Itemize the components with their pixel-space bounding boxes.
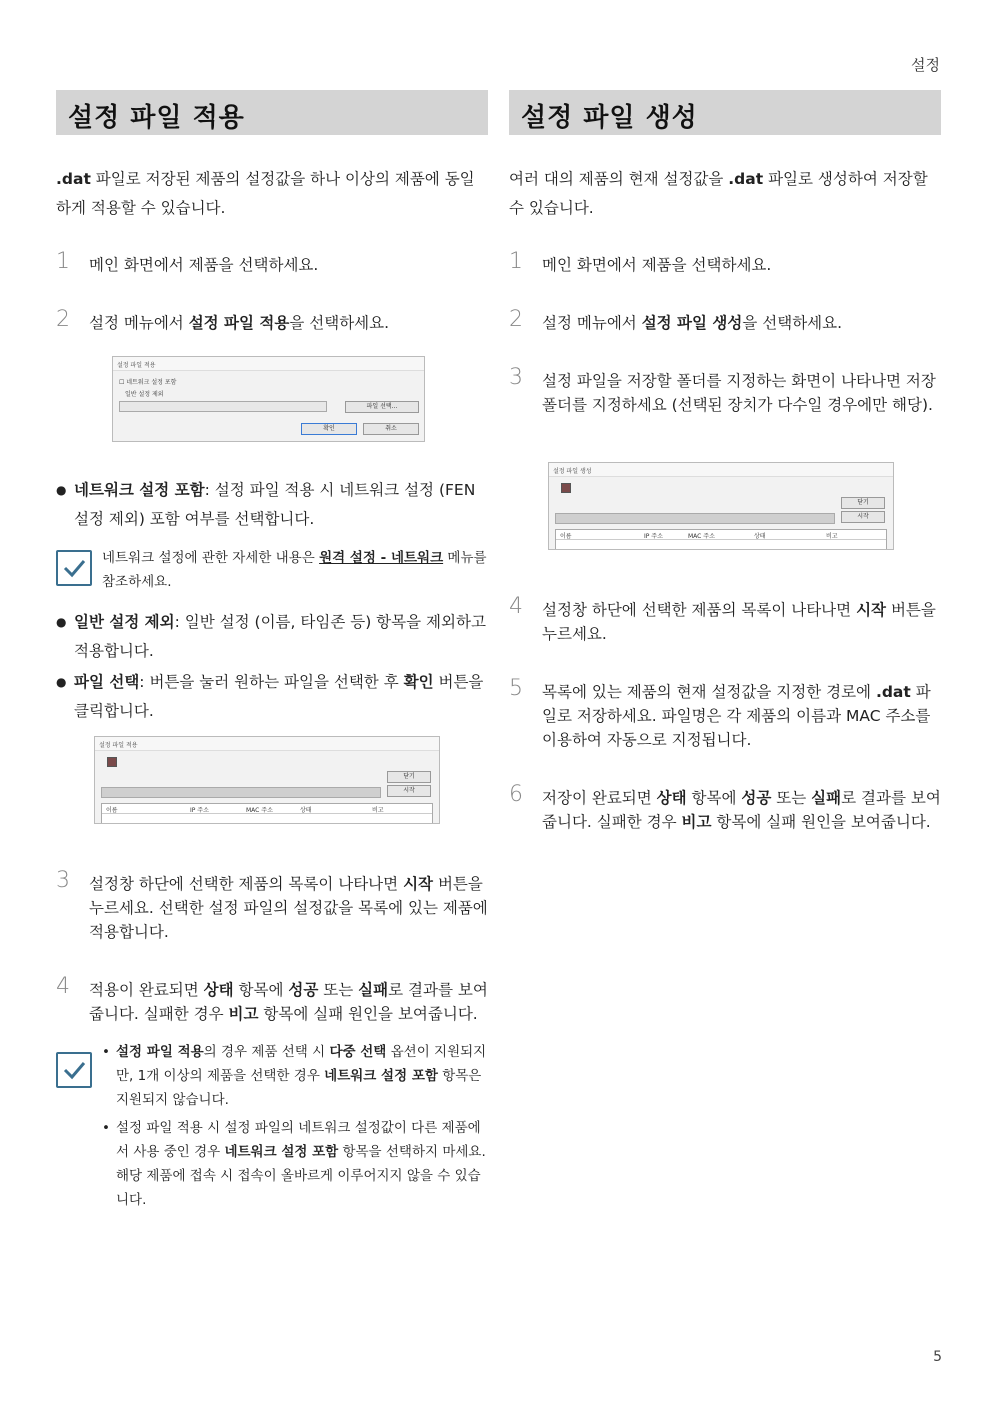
cancel-button[interactable]: 취소	[363, 423, 419, 435]
right-column	[509, 90, 941, 417]
section-title-apply: 설정 파일 적용	[56, 90, 488, 135]
apply-step-2: 2 설정 메뉴에서 설정 파일 적용을 선택하세요.	[56, 307, 390, 332]
bullet-file-select: ● 파일 선택: 버튼을 눌러 원하는 파일을 선택한 후 확인 버튼을 클릭합니다.	[56, 668, 488, 726]
dialog-title: 설정 파일 생성	[549, 463, 893, 477]
note-network: 네트워크 설정에 관한 자세한 내용은 원격 설정 - 네트워크 메뉴를 참조하세요.	[56, 546, 488, 594]
apply-progress-screenshot	[94, 736, 440, 824]
file-select-button[interactable]: 파일 선택...	[345, 401, 419, 413]
device-list[interactable]	[101, 803, 433, 824]
apply-step-4: 4 적용이 완료되면 상태 항목에 성공 또는 실패로 결과를 보여줍니다. 실패한 경우 비고 항목에 실패 원인을 보여줍니다.	[56, 974, 488, 1023]
apply-steps-lower	[56, 868, 488, 1216]
device-list[interactable]	[555, 529, 887, 550]
create-step-5: 5 목록에 있는 제품의 현재 설정값을 지정한 경로에 .dat 파일로 저장하세요. 파일명은 각 제품의 이름과 MAC 주소를 이용하여 자동으로 지정됩니다.	[509, 676, 931, 749]
apply-step-1: 1 메인 화면에서 제품을 선택하세요.	[56, 249, 319, 274]
create-step-1: 1 메인 화면에서 제품을 선택하세요.	[509, 249, 772, 274]
intro-create: 여러 대의 제품의 현재 설정값을 .dat 파일로 생성하여 저장할 수 있습니다.	[509, 170, 928, 217]
create-steps-lower	[509, 594, 941, 834]
create-step-6: 6 저장이 완료되면 상태 항목에 성공 또는 실패로 결과를 보여줍니다. 실패한 경우 비고 항목에 실패 원인을 보여줍니다.	[509, 782, 941, 831]
bullet-general-exclude: ● 일반 설정 제외: 일반 설정 (이름, 타임존 등) 항목을 제외하고 적용합니다.	[56, 608, 488, 666]
file-icon	[561, 483, 571, 493]
create-step-4: 4 설정창 하단에 선택한 제품의 목록이 나타나면 시작 버튼을 누르세요.	[509, 594, 936, 643]
create-progress-screenshot	[548, 462, 894, 550]
left-column	[56, 90, 488, 335]
progress-bar	[555, 513, 835, 524]
intro-apply: .dat 파일로 저장된 제품의 설정값을 하나 이상의 제품에 동일하게 적용할 수 있습니다.	[56, 170, 475, 217]
bullet-network-include: ● 네트워크 설정 포함: 설정 파일 적용 시 네트워크 설정 (FEN 설정 제외) 포함 여부를 선택합니다.	[56, 476, 488, 534]
dialog-title: 설정 파일 적용	[113, 357, 424, 371]
dialog-title: 설정 파일 적용	[95, 737, 439, 751]
note-multi-select	[56, 1040, 488, 1212]
running-header: 설정	[911, 56, 940, 74]
checkbox-general[interactable]: 일반 설정 제외	[125, 391, 164, 398]
apply-dialog-screenshot	[112, 356, 425, 442]
start-button[interactable]: 시작	[841, 511, 885, 523]
create-step-2: 2 설정 메뉴에서 설정 파일 생성을 선택하세요.	[509, 307, 843, 332]
section-title-create: 설정 파일 생성	[509, 90, 941, 135]
list-header: 이름 IP 주소 MAC 주소 상태 비고	[556, 530, 886, 540]
close-button[interactable]: 닫기	[841, 497, 885, 509]
apply-options-block	[56, 476, 488, 726]
file-path-input[interactable]	[119, 401, 327, 412]
file-icon	[107, 757, 117, 767]
ok-button[interactable]: 확인	[301, 423, 357, 435]
note-item-1: • 설정 파일 적용의 경우 제품 선택 시 다중 선택 옵션이 지원되지만, 1개 이상의 제품을 선택한 경우 네트워크 설정 포함 항목은 지원되지 않습니다.	[102, 1040, 488, 1112]
progress-bar	[101, 787, 381, 798]
create-step-3: 3 설정 파일을 저장할 폴더를 지정하는 화면이 나타나면 저장 폴더를 지정하세요 (선택된 장치가 다수일 경우에만 해당).	[509, 365, 936, 414]
note-item-2: • 설정 파일 적용 시 설정 파일의 네트워크 설정값이 다른 제품에서 사용 중인 경우 네트워크 설정 포함 항목을 선택하지 마세요. 해당 제품에 접속 시 접속이 올바르게 이루어지지 않을 수 있습니다.	[102, 1116, 488, 1212]
checkbox-network[interactable]: ☐ 네트워크 설정 포함	[119, 379, 177, 386]
apply-step-3: 3 설정창 하단에 선택한 제품의 목록이 나타나면 시작 버튼을 누르세요. 선택한 설정 파일의 설정값을 목록에 있는 제품에 적용합니다.	[56, 868, 488, 941]
start-button[interactable]: 시작	[387, 785, 431, 797]
close-button[interactable]: 닫기	[387, 771, 431, 783]
check-icon	[56, 550, 92, 586]
page-number: 5	[933, 1349, 942, 1365]
list-header: 이름 IP 주소 MAC 주소 상태 비고	[102, 804, 432, 814]
check-icon	[56, 1052, 92, 1088]
